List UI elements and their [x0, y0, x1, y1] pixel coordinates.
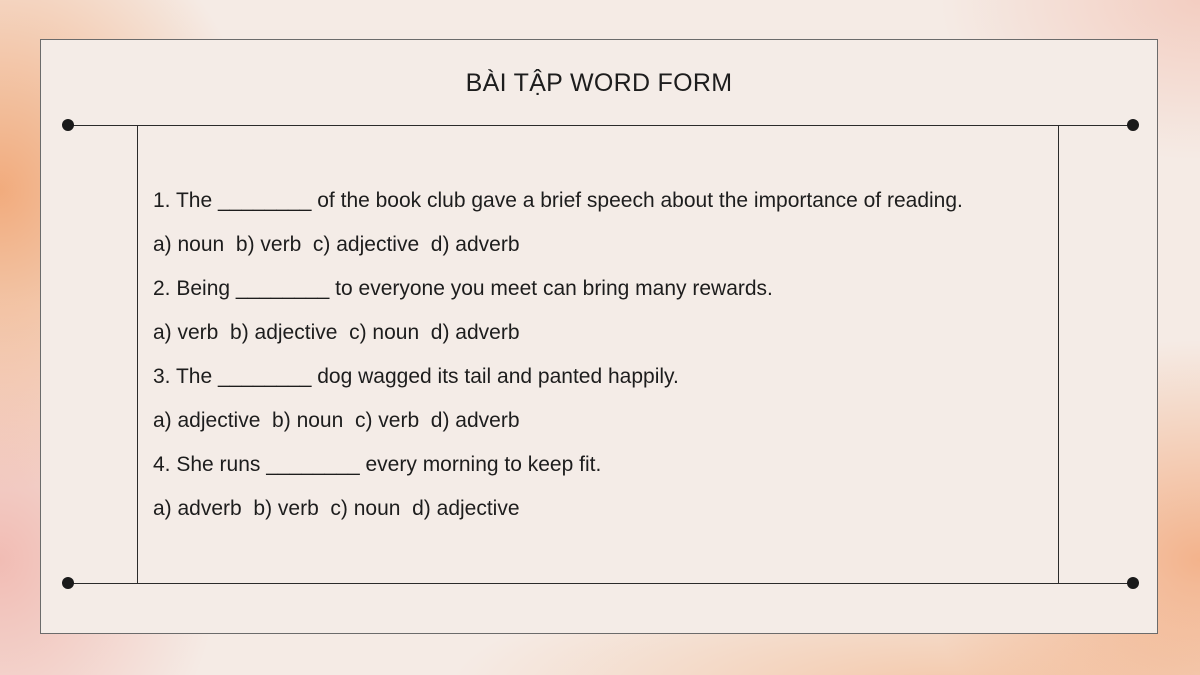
worksheet-card — [40, 39, 1158, 634]
corner-dot-icon — [62, 119, 74, 131]
corner-dot-icon — [62, 577, 74, 589]
left-border-line — [137, 125, 138, 583]
right-border-line — [1058, 125, 1059, 583]
question-2-text: 2. Being ________ to everyone you meet can bring many rewards. — [153, 277, 773, 300]
corner-dot-icon — [1127, 577, 1139, 589]
question-3-options: a) adjective b) noun c) verb d) adverb — [153, 409, 520, 432]
question-3-text: 3. The ________ dog wagged its tail and panted happily. — [153, 365, 679, 388]
question-4-text: 4. She runs ________ every morning to keep fit. — [153, 453, 602, 476]
bottom-divider — [68, 583, 1133, 584]
top-divider — [68, 125, 1133, 126]
question-2-options: a) verb b) adjective c) noun d) adverb — [153, 321, 520, 344]
question-1-text: 1. The ________ of the book club gave a brief speech about the importance of reading. — [153, 189, 963, 212]
corner-dot-icon — [1127, 119, 1139, 131]
question-1-options: a) noun b) verb c) adjective d) adverb — [153, 233, 520, 256]
question-4-options: a) adverb b) verb c) noun d) adjective — [153, 497, 520, 520]
question-list — [153, 186, 1053, 538]
page-title: BÀI TẬP WORD FORM — [465, 69, 733, 97]
